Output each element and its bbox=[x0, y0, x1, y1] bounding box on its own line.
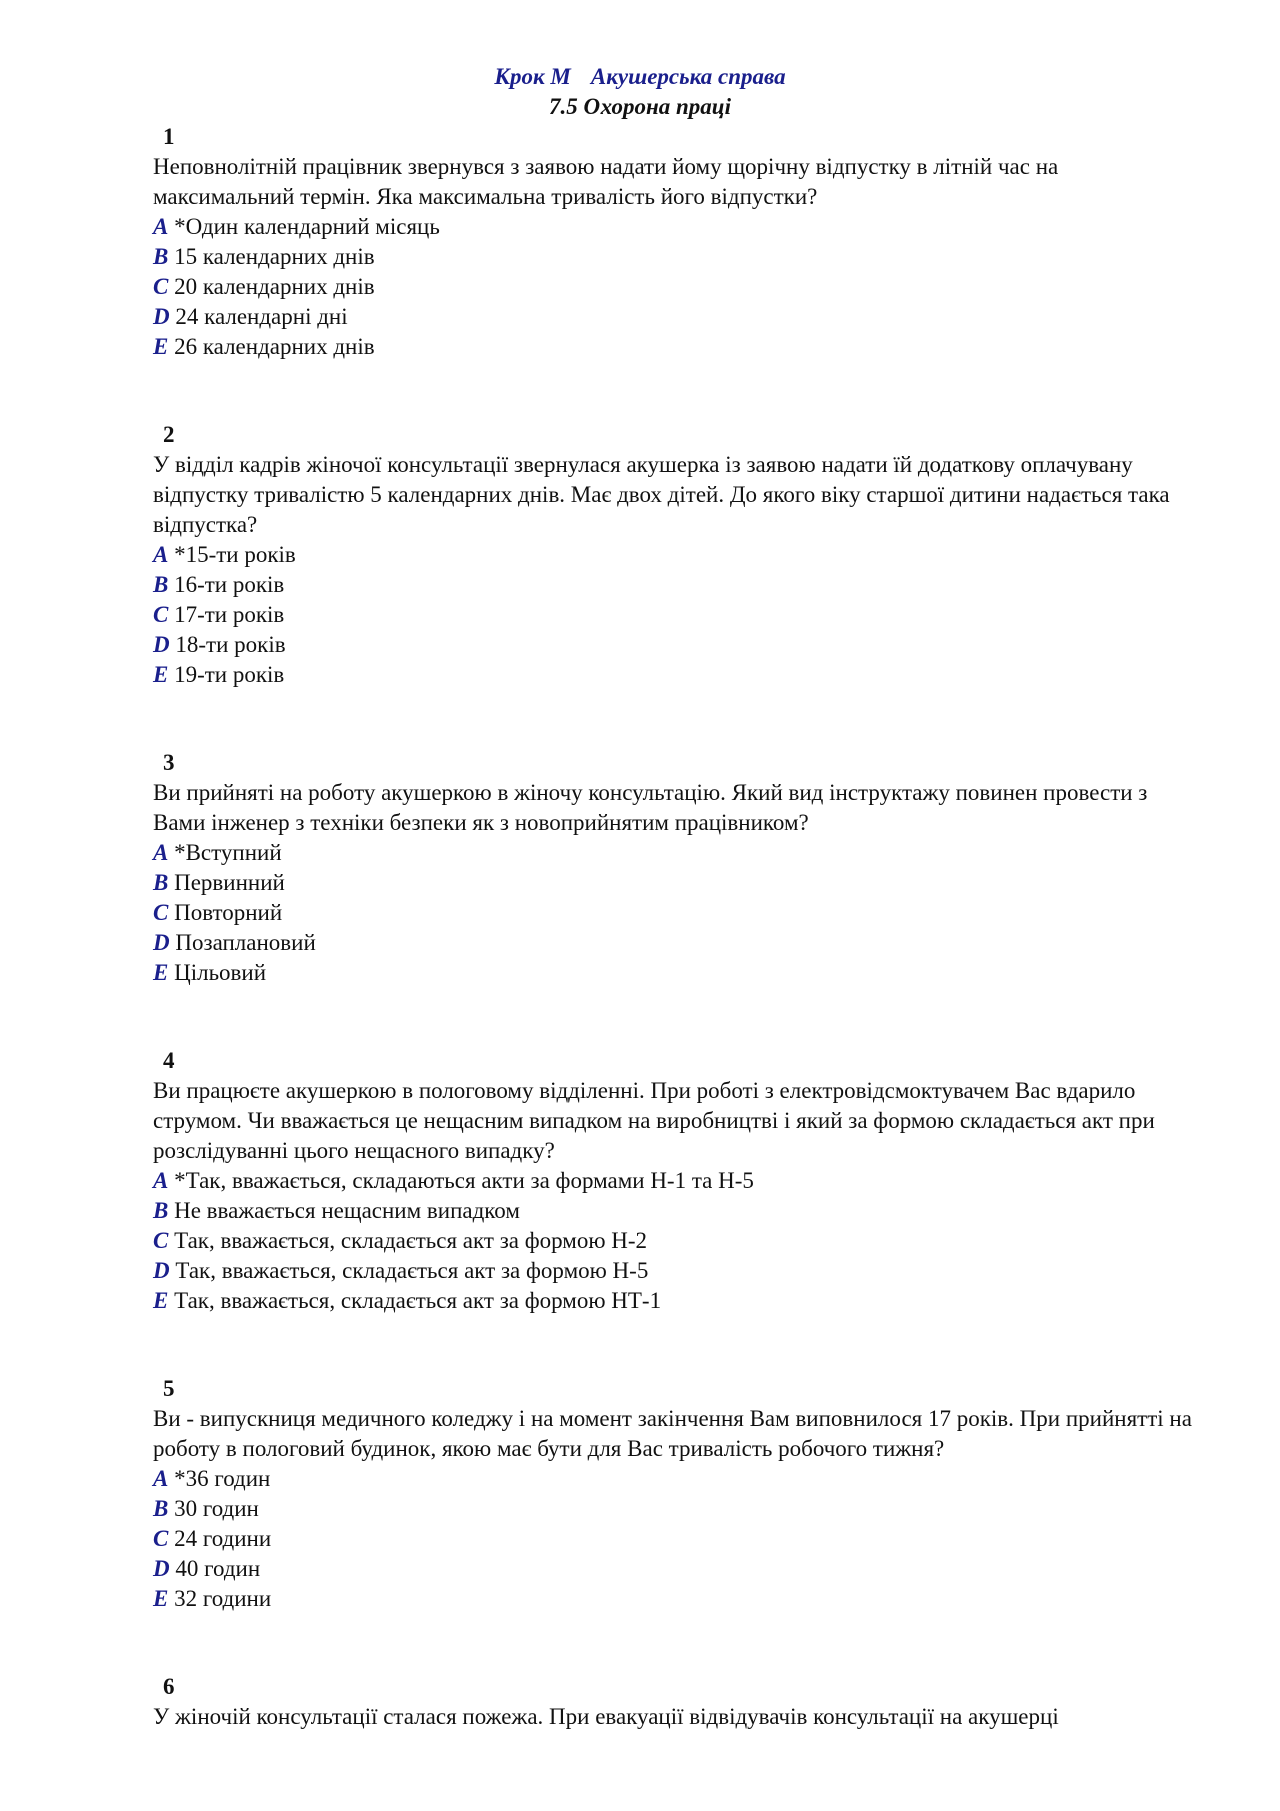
question-1 bbox=[153, 122, 1203, 362]
answer-letter: B bbox=[153, 1198, 169, 1223]
question-5 bbox=[153, 1374, 1203, 1614]
answer-text: 30 годин bbox=[174, 1496, 259, 1521]
question-number: 5 bbox=[163, 1376, 175, 1401]
answer-text: *Один календарний місяць bbox=[174, 214, 440, 239]
answer-text: Первинний bbox=[174, 870, 285, 895]
answer-letter: A bbox=[153, 214, 169, 239]
answer-letter: D bbox=[153, 1258, 170, 1283]
answer-letter: B bbox=[153, 572, 169, 597]
document-subtitle: 7.5 Охорона праці bbox=[549, 94, 731, 119]
answer-option bbox=[153, 540, 1203, 570]
answer-letter: D bbox=[153, 304, 170, 329]
answer-text: 32 години bbox=[174, 1586, 272, 1611]
answer-letter: E bbox=[153, 1288, 169, 1313]
answer-text: 18-ти років bbox=[175, 632, 286, 657]
answer-letter: E bbox=[153, 662, 169, 687]
answer-letter: D bbox=[153, 632, 170, 657]
answer-option bbox=[153, 660, 1203, 690]
answer-letter: E bbox=[153, 334, 169, 359]
title-exam-name: Крок М bbox=[494, 64, 571, 89]
answer-letter: C bbox=[153, 900, 169, 925]
answer-text: 24 години bbox=[174, 1526, 272, 1551]
answer-letter: C bbox=[153, 1228, 169, 1253]
answer-text: 20 календарних днів bbox=[174, 274, 375, 299]
answer-text: Позаплановий bbox=[175, 930, 316, 955]
answer-text: Цільовий bbox=[174, 960, 267, 985]
answer-letter: A bbox=[153, 1466, 169, 1491]
answer-option bbox=[153, 570, 1203, 600]
answer-letter: B bbox=[153, 1496, 169, 1521]
question-text: У відділ кадрів жіночої консультації звернулася акушерка із заявою надати їй додаткову оплачувану відпустку тривалістю 5 календарних днів. Має двох дітей. До якого віку старшої дитини надається така відпустка? bbox=[153, 452, 1170, 537]
answer-letter: E bbox=[153, 960, 169, 985]
question-number: 3 bbox=[163, 750, 175, 775]
answer-option bbox=[153, 958, 1203, 988]
answer-option bbox=[153, 1196, 1203, 1226]
answer-letter: D bbox=[153, 1556, 170, 1581]
answer-letter: A bbox=[153, 542, 169, 567]
document-header bbox=[0, 62, 1280, 122]
question-6 bbox=[153, 1672, 1203, 1732]
answer-option bbox=[153, 898, 1203, 928]
answer-option bbox=[153, 1584, 1203, 1614]
answer-letter: A bbox=[153, 840, 169, 865]
answer-option bbox=[153, 1166, 1203, 1196]
answer-text: 26 календарних днів bbox=[174, 334, 375, 359]
question-text: Ви працюєте акушеркою в пологовому відділенні. При роботі з електровідсмоктувачем Вас вдарило струмом. Чи вважається це нещасним випадком на виробництві і який за формою складається акт при розслідуванні цього нещасного випадку? bbox=[153, 1078, 1155, 1163]
question-4 bbox=[153, 1046, 1203, 1316]
answer-option bbox=[153, 272, 1203, 302]
question-3 bbox=[153, 748, 1203, 988]
answer-letter: D bbox=[153, 930, 170, 955]
answer-text: *36 годин bbox=[174, 1466, 271, 1491]
answer-text: *Вступний bbox=[174, 840, 282, 865]
answer-text: Так, вважається, складається акт за формою Н-2 bbox=[174, 1228, 648, 1253]
answer-option bbox=[153, 212, 1203, 242]
answer-text: 17-ти років bbox=[174, 602, 285, 627]
answer-text: 40 годин bbox=[175, 1556, 261, 1581]
answer-option bbox=[153, 332, 1203, 362]
question-number: 6 bbox=[163, 1674, 175, 1699]
answer-option bbox=[153, 242, 1203, 272]
question-2 bbox=[153, 420, 1203, 690]
answer-option bbox=[153, 1464, 1203, 1494]
answer-option bbox=[153, 928, 1203, 958]
document-title bbox=[0, 62, 1280, 92]
answer-text: Так, вважається, складається акт за формою Н-5 bbox=[175, 1258, 649, 1283]
answer-option bbox=[153, 1494, 1203, 1524]
answer-text: *15-ти років bbox=[174, 542, 296, 567]
question-number: 1 bbox=[163, 124, 175, 149]
answer-option bbox=[153, 1286, 1203, 1316]
answer-text: 19-ти років bbox=[174, 662, 285, 687]
question-number: 2 bbox=[163, 422, 175, 447]
answer-letter: B bbox=[153, 244, 169, 269]
answer-text: 15 календарних днів bbox=[174, 244, 375, 269]
answer-option bbox=[153, 838, 1203, 868]
answer-text: Повторний bbox=[174, 900, 283, 925]
question-text: Неповнолітній працівник звернувся з заявою надати йому щорічну відпустку в літній час на максимальний термін. Яка максимальна тривалість його відпустки? bbox=[153, 154, 1059, 209]
answer-option bbox=[153, 868, 1203, 898]
answer-option bbox=[153, 1226, 1203, 1256]
question-number: 4 bbox=[163, 1048, 175, 1073]
question-text: Ви прийняті на роботу акушеркою в жіночу консультацію. Який вид інструктажу повинен провести з Вами інженер з техніки безпеки як з новоприйнятим працівником? bbox=[153, 780, 1148, 835]
question-text: У жіночій консультації сталася пожежа. При евакуації відвідувачів консультації на акушерці bbox=[153, 1704, 1059, 1729]
answer-option bbox=[153, 1554, 1203, 1584]
answer-option bbox=[153, 302, 1203, 332]
answer-text: 24 календарні дні bbox=[175, 304, 348, 329]
answer-letter: C bbox=[153, 602, 169, 627]
answer-option bbox=[153, 630, 1203, 660]
answer-letter: A bbox=[153, 1168, 169, 1193]
answer-text: 16-ти років bbox=[174, 572, 285, 597]
answer-text: Не вважається нещасним випадком bbox=[174, 1198, 520, 1223]
question-text: Ви - випускниця медичного коледжу і на момент закінчення Вам виповнилося 17 років. При прийнятті на роботу в пологовий будинок, якою має бути для Вас тривалість робочого тижня? bbox=[153, 1406, 1192, 1461]
answer-letter: C bbox=[153, 274, 169, 299]
answer-option bbox=[153, 1256, 1203, 1286]
title-subject: Акушерська справа bbox=[590, 64, 786, 89]
answer-text: *Так, вважається, складаються акти за формами Н-1 та Н-5 bbox=[174, 1168, 754, 1193]
answer-letter: B bbox=[153, 870, 169, 895]
answer-option bbox=[153, 1524, 1203, 1554]
answer-letter: E bbox=[153, 1586, 169, 1611]
answer-text: Так, вважається, складається акт за формою НТ-1 bbox=[174, 1288, 662, 1313]
answer-letter: C bbox=[153, 1526, 169, 1551]
answer-option bbox=[153, 600, 1203, 630]
